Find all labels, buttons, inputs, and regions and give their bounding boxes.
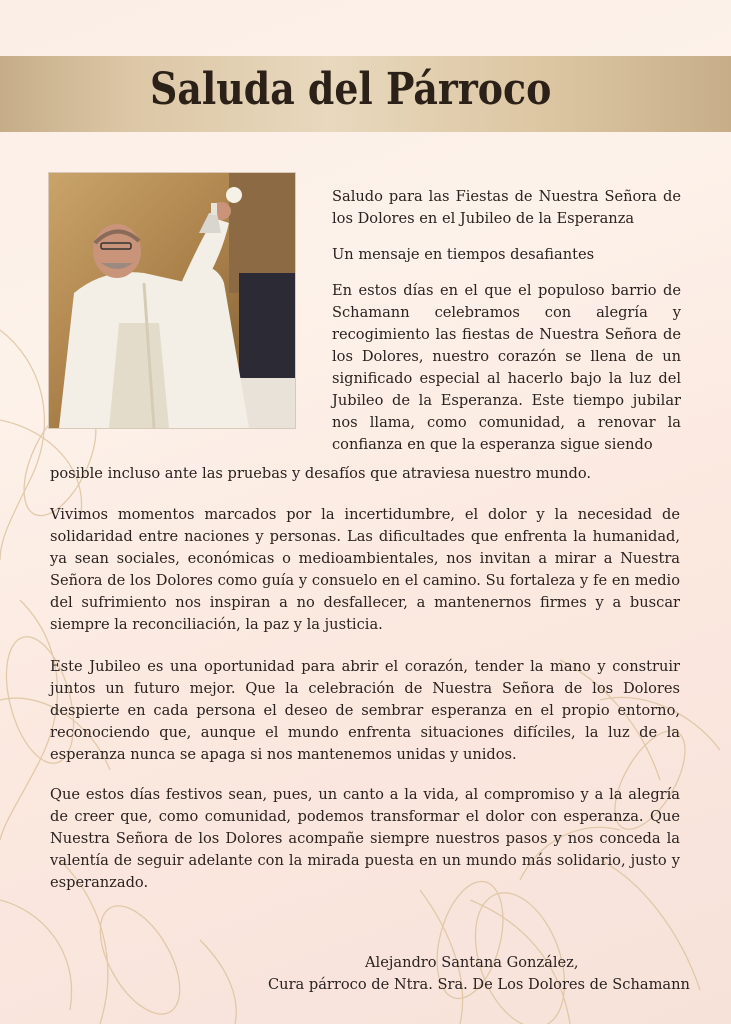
paragraph-4: Que estos días festivos sean, pues, un canto a la vida, al compromiso y a la alegría de creer que, como comunidad, podemos transformar el dolor con esperanza. Que Nuestra Señora de los Dolores acompañe siempre nuestros pasos y nos conceda la valentía de seguir adelante con la mirada puesta en un mundo más solidario, justo y esperanzado. bbox=[50, 786, 680, 891]
paragraph-3-block bbox=[50, 656, 680, 766]
intro-subheading: Un mensaje en tiempos desafiantes bbox=[332, 246, 595, 263]
intro-block bbox=[332, 186, 681, 456]
priest-photo bbox=[48, 172, 296, 429]
title-banner bbox=[0, 56, 731, 132]
priest-illustration bbox=[49, 173, 295, 428]
paragraph-1: En estos días en el que el populoso barrio de Schamann celebramos con alegría y recogimiento las fiestas de Nuestra Señora de los Dolores, nuestro corazón se llena de un significado especial al hacerlo bajo la luz del Jubileo de la Esperanza. Este tiempo jubilar nos llama, como comunidad, a renovar la confianza en que la esperanza sigue siendo bbox=[332, 282, 681, 453]
paragraph-4-block bbox=[50, 784, 680, 894]
paragraph-2: Vivimos momentos marcados por la incertidumbre, el dolor y la necesidad de solidaridad entre naciones y personas. Las dificultades que enfrenta la humanidad, ya sean sociales, económicas o medioambientales, nos invitan a mirar a Nuestra Señora de los Dolores como guía y consuelo en el camino. Su fortaleza y fe en medio del sufrimiento nos inspiran a no desfallecer, a mantenernos firmes y a buscar siempre la reconciliación, la paz y la justicia. bbox=[50, 506, 680, 633]
paragraph-1-end: posible incluso ante las pruebas y desafíos que atraviesa nuestro mundo. bbox=[50, 465, 592, 482]
paragraph-2-block bbox=[50, 504, 680, 636]
paragraph-1-continuation bbox=[50, 463, 680, 485]
signature-role: Cura párroco de Ntra. Sra. De Los Dolores de Schamann bbox=[268, 976, 690, 993]
intro-heading: Saludo para las Fiestas de Nuestra Señora de los Dolores en el Jubileo de la Esperanza bbox=[332, 188, 681, 227]
signature-name: Alejandro Santana González, bbox=[365, 954, 579, 971]
page-title: Saluda del Párroco bbox=[150, 64, 552, 115]
paragraph-3: Este Jubileo es una oportunidad para abrir el corazón, tender la mano y construir juntos un futuro mejor. Que la celebración de Nuestra Señora de los Dolores despierte en cada persona el deseo de sembrar esperanza en el propio entorno, reconociendo que, aunque el mundo enfrenta situaciones difíciles, la luz de la esperanza nunca se apaga si nos mantenemos unidas y unidos. bbox=[50, 658, 680, 763]
